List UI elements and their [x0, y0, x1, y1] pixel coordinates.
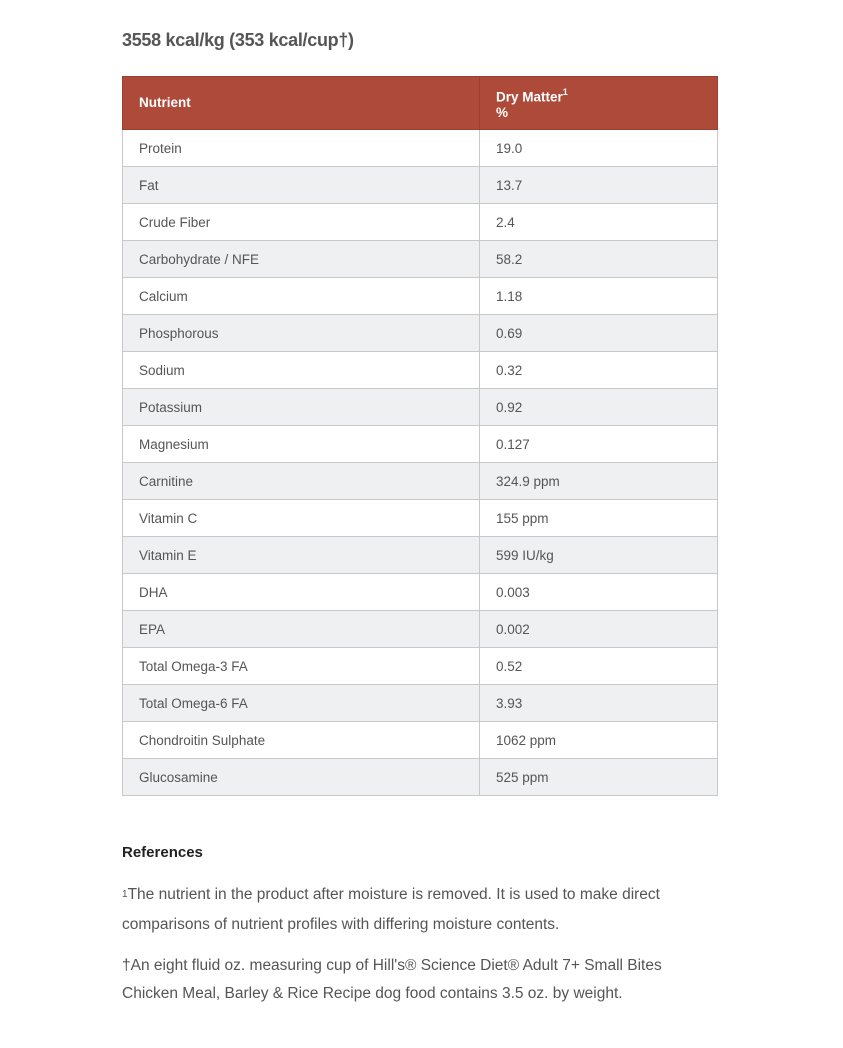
dry-matter-value: 0.52: [480, 648, 718, 685]
table-header-row: [123, 77, 718, 130]
dry-matter-value: 0.002: [480, 611, 718, 648]
table-row: [123, 389, 718, 426]
table-row: [123, 611, 718, 648]
nutrient-name: Magnesium: [123, 426, 480, 463]
table-row: [123, 352, 718, 389]
nutrient-name: Protein: [123, 130, 480, 167]
table-row: [123, 130, 718, 167]
nutrient-name: DHA: [123, 574, 480, 611]
dry-matter-value: 0.32: [480, 352, 718, 389]
table-row: [123, 759, 718, 796]
nutrient-name: Fat: [123, 167, 480, 204]
references-heading: References: [122, 844, 203, 861]
table-row: [123, 574, 718, 611]
table-row: [123, 463, 718, 500]
table-row: [123, 167, 718, 204]
nutrient-name: Calcium: [123, 278, 480, 315]
nutrient-name: Carnitine: [123, 463, 480, 500]
dry-matter-value: 599 IU/kg: [480, 537, 718, 574]
reference-2: †An eight fluid oz. measuring cup of Hill's® Science Diet® Adult 7+ Small Bites Chicken Meal, Barley & Rice Recipe dog food contains 3.5 oz. by weight.: [122, 957, 662, 1002]
dry-matter-value: 0.127: [480, 426, 718, 463]
nutrient-name: Potassium: [123, 389, 480, 426]
footnote-marker: 1: [562, 86, 568, 97]
dry-matter-value: 13.7: [480, 167, 718, 204]
header-nutrient: Nutrient: [123, 77, 480, 130]
nutrient-name: Vitamin C: [123, 500, 480, 537]
dry-matter-value: 3.93: [480, 685, 718, 722]
nutrient-name: Chondroitin Sulphate: [123, 722, 480, 759]
calorie-heading: 3558 kcal/kg (353 kcal/cup†): [122, 30, 354, 50]
dry-matter-value: 2.4: [480, 204, 718, 241]
table-row: [123, 241, 718, 278]
nutrient-name: Total Omega-3 FA: [123, 648, 480, 685]
dry-matter-value: 0.003: [480, 574, 718, 611]
dry-matter-value: 155 ppm: [480, 500, 718, 537]
nutrient-table: [122, 76, 718, 796]
dry-matter-value: 1062 ppm: [480, 722, 718, 759]
nutrient-name: Glucosamine: [123, 759, 480, 796]
dry-matter-value: 0.69: [480, 315, 718, 352]
header-dry-matter: [480, 77, 718, 130]
reference-1-text: The nutrient in the product after moisture is removed. It is used to make direct comparisons of nutrient profiles with differing moisture contents.: [122, 886, 660, 933]
table-row: [123, 426, 718, 463]
nutrient-name: EPA: [123, 611, 480, 648]
table-row: [123, 315, 718, 352]
table-row: [123, 685, 718, 722]
dry-matter-value: 324.9 ppm: [480, 463, 718, 500]
table-row: [123, 500, 718, 537]
nutrient-name: Phosphorous: [123, 315, 480, 352]
reference-1-marker: 1: [122, 889, 128, 900]
table-row: [123, 722, 718, 759]
nutrient-name: Carbohydrate / NFE: [123, 241, 480, 278]
dry-matter-value: 58.2: [480, 241, 718, 278]
nutrient-name: Sodium: [123, 352, 480, 389]
dry-matter-value: 525 ppm: [480, 759, 718, 796]
dry-matter-value: 19.0: [480, 130, 718, 167]
header-dry-matter-label: Dry Matter: [496, 89, 563, 105]
table-row: [123, 648, 718, 685]
table-row: [123, 204, 718, 241]
table-row: [123, 537, 718, 574]
nutrient-name: Crude Fiber: [123, 204, 480, 241]
header-dry-matter-unit: %: [496, 105, 509, 121]
reference-1: [122, 881, 722, 939]
table-row: [123, 278, 718, 315]
nutrient-name: Total Omega-6 FA: [123, 685, 480, 722]
dry-matter-value: 0.92: [480, 389, 718, 426]
dry-matter-value: 1.18: [480, 278, 718, 315]
nutrient-name: Vitamin E: [123, 537, 480, 574]
